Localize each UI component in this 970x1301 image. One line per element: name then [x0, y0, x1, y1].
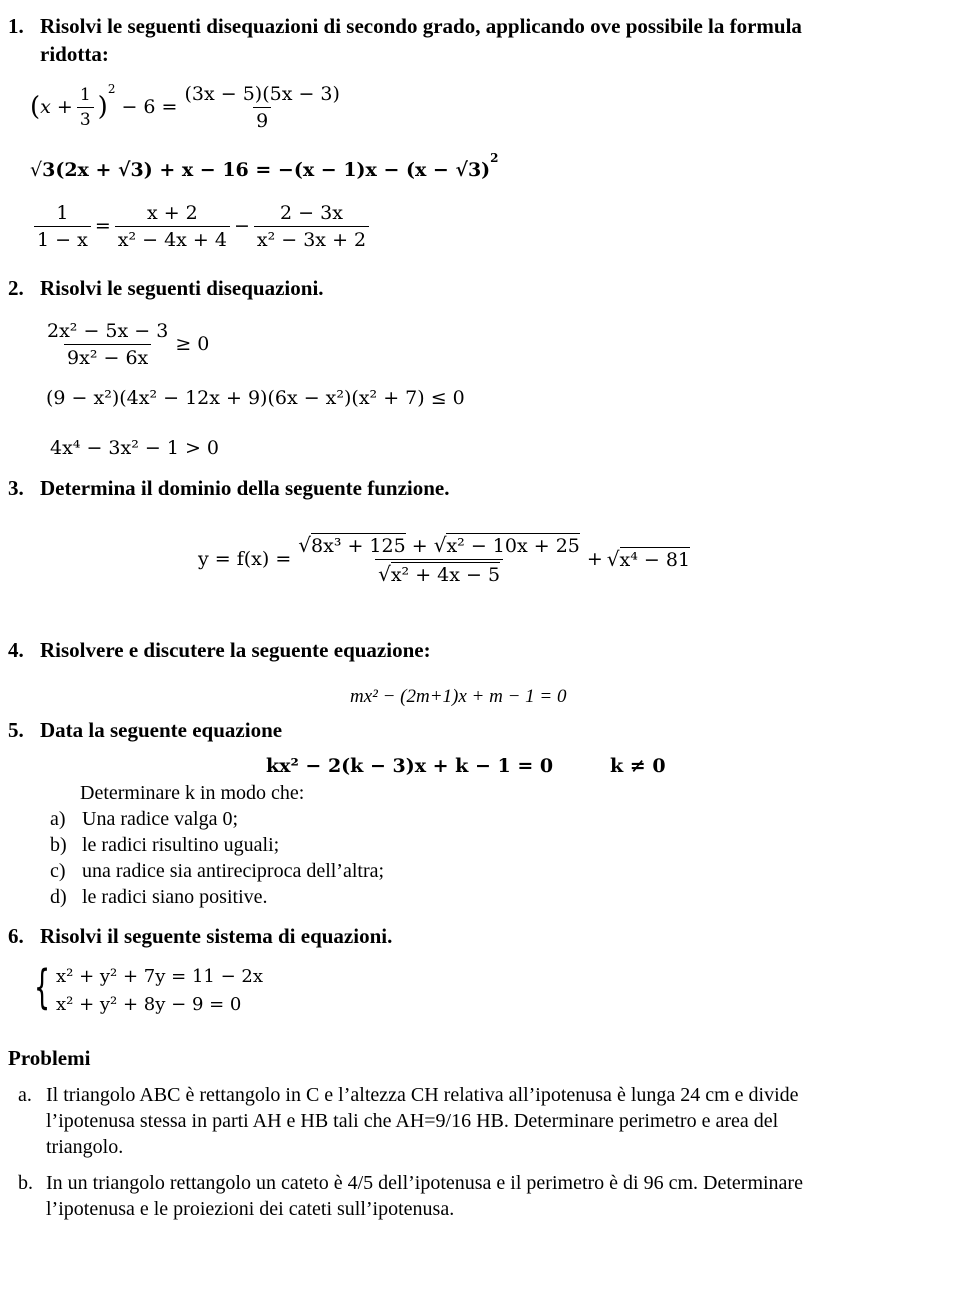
ex1-equation-1: ( x + $\frac{1}{3}$ ) $^2$ − 6 = $\frac{(3x - 5)(5x - 3)}{9}$	[30, 82, 340, 132]
ex1-equation-2: √ 3(2x + √3) + x − 16 = −(x − 1)x − (x − √3) $^2$	[30, 151, 499, 181]
ex2-inequality-2: (9 − x²)(4x² − 12x + 9)(6x − x²)(x² + 7) ≤ 0	[46, 387, 465, 409]
exercise-6-title: Risolvi il seguente sistema di equazioni.	[40, 924, 393, 948]
ex5-prompt: Determinare k in modo che:	[80, 782, 305, 804]
exercise-4-title: Risolvere e discutere la seguente equazione:	[40, 638, 431, 662]
ex5-item-d-text: le radici siano positive.	[82, 886, 268, 908]
exercise-5-number: 5.	[8, 718, 24, 742]
exercise-1-title-cont: ridotta:	[40, 42, 109, 66]
exercise-3-title: Determina il dominio della seguente funzione.	[40, 476, 450, 500]
ex5-item-c-text: una radice sia antireciproca dell’altra;	[82, 860, 385, 882]
exercise-1-title: Risolvi le seguenti disequazioni di secondo grado, applicando ove possibile la formula	[40, 14, 802, 38]
exercise-2-number: 2.	[8, 276, 24, 300]
problems-heading: Problemi	[8, 1046, 91, 1070]
ex1-equation-3: $\frac{1}{1 - x}$ = $\frac{x + 2}{\text{x² − 4x + 4}}$ − $\frac{2 - 3x}{\text{x² − 3x + 2}}$	[30, 196, 373, 256]
ex5-equation: kx² − 2(k − 3)x + k − 1 = 0	[266, 755, 554, 777]
exercise-3-number: 3.	[8, 476, 24, 500]
problem-a-letter: a.	[18, 1084, 32, 1106]
exercise-1-number: 1.	[8, 14, 24, 38]
exercise-5-title: Data la seguente equazione	[40, 718, 283, 742]
exercise-4-number: 4.	[8, 638, 24, 662]
ex3-function: y = f(x) = √ 8x³ + 125 + √ x² − 10x + 25 √ x² + 4x − 5 + √ x⁴ − 81	[198, 532, 691, 586]
ex4-equation: mx² − (2m+1)x + m − 1 = 0	[350, 686, 567, 707]
exercise-6-number: 6.	[8, 924, 24, 948]
ex2-inequality-3: 4x⁴ − 3x² − 1 > 0	[50, 437, 220, 459]
ex5-item-d-letter: d)	[50, 886, 67, 908]
ex2-inequality-1: $\frac{\text{2x² − 5x − 3}}{\text{9x² − 6x}}$ ≥ 0	[47, 319, 210, 369]
ex5-item-a-text: Una radice valga 0;	[82, 808, 239, 830]
problem-a-line-1: Il triangolo ABC è rettangolo in C e l’altezza CH relativa all’ipotenusa è lunga 24 cm e divide	[46, 1084, 799, 1106]
ex6-system-line-2: x² + y² + 8y − 9 = 0	[56, 994, 242, 1015]
problem-b-line-2: l’ipotenusa e le proiezioni dei cateti sull’ipotenusa.	[46, 1198, 455, 1220]
problem-a-line-2: l’ipotenusa stessa in parti AH e HB tali che AH=9/16 HB. Determinare perimetro e area del	[46, 1110, 779, 1132]
ex5-item-a-letter: a)	[50, 808, 66, 830]
ex5-item-b-text: le radici risultino uguali;	[82, 834, 280, 856]
problem-b-line-1: In un triangolo rettangolo un cateto è 4/5 dell’ipotenusa e il perimetro è di 96 cm. Determinare	[46, 1172, 803, 1194]
problem-b-letter: b.	[18, 1172, 33, 1194]
ex6-system-brace: {	[34, 960, 51, 1014]
ex6-system-line-1: x² + y² + 7y = 11 − 2x	[56, 966, 263, 987]
ex5-item-b-letter: b)	[50, 834, 67, 856]
ex5-item-c-letter: c)	[50, 860, 66, 882]
exercise-2-title: Risolvi le seguenti disequazioni.	[40, 276, 324, 300]
problem-a-line-3: triangolo.	[46, 1136, 124, 1158]
ex5-condition: k ≠ 0	[610, 755, 666, 777]
